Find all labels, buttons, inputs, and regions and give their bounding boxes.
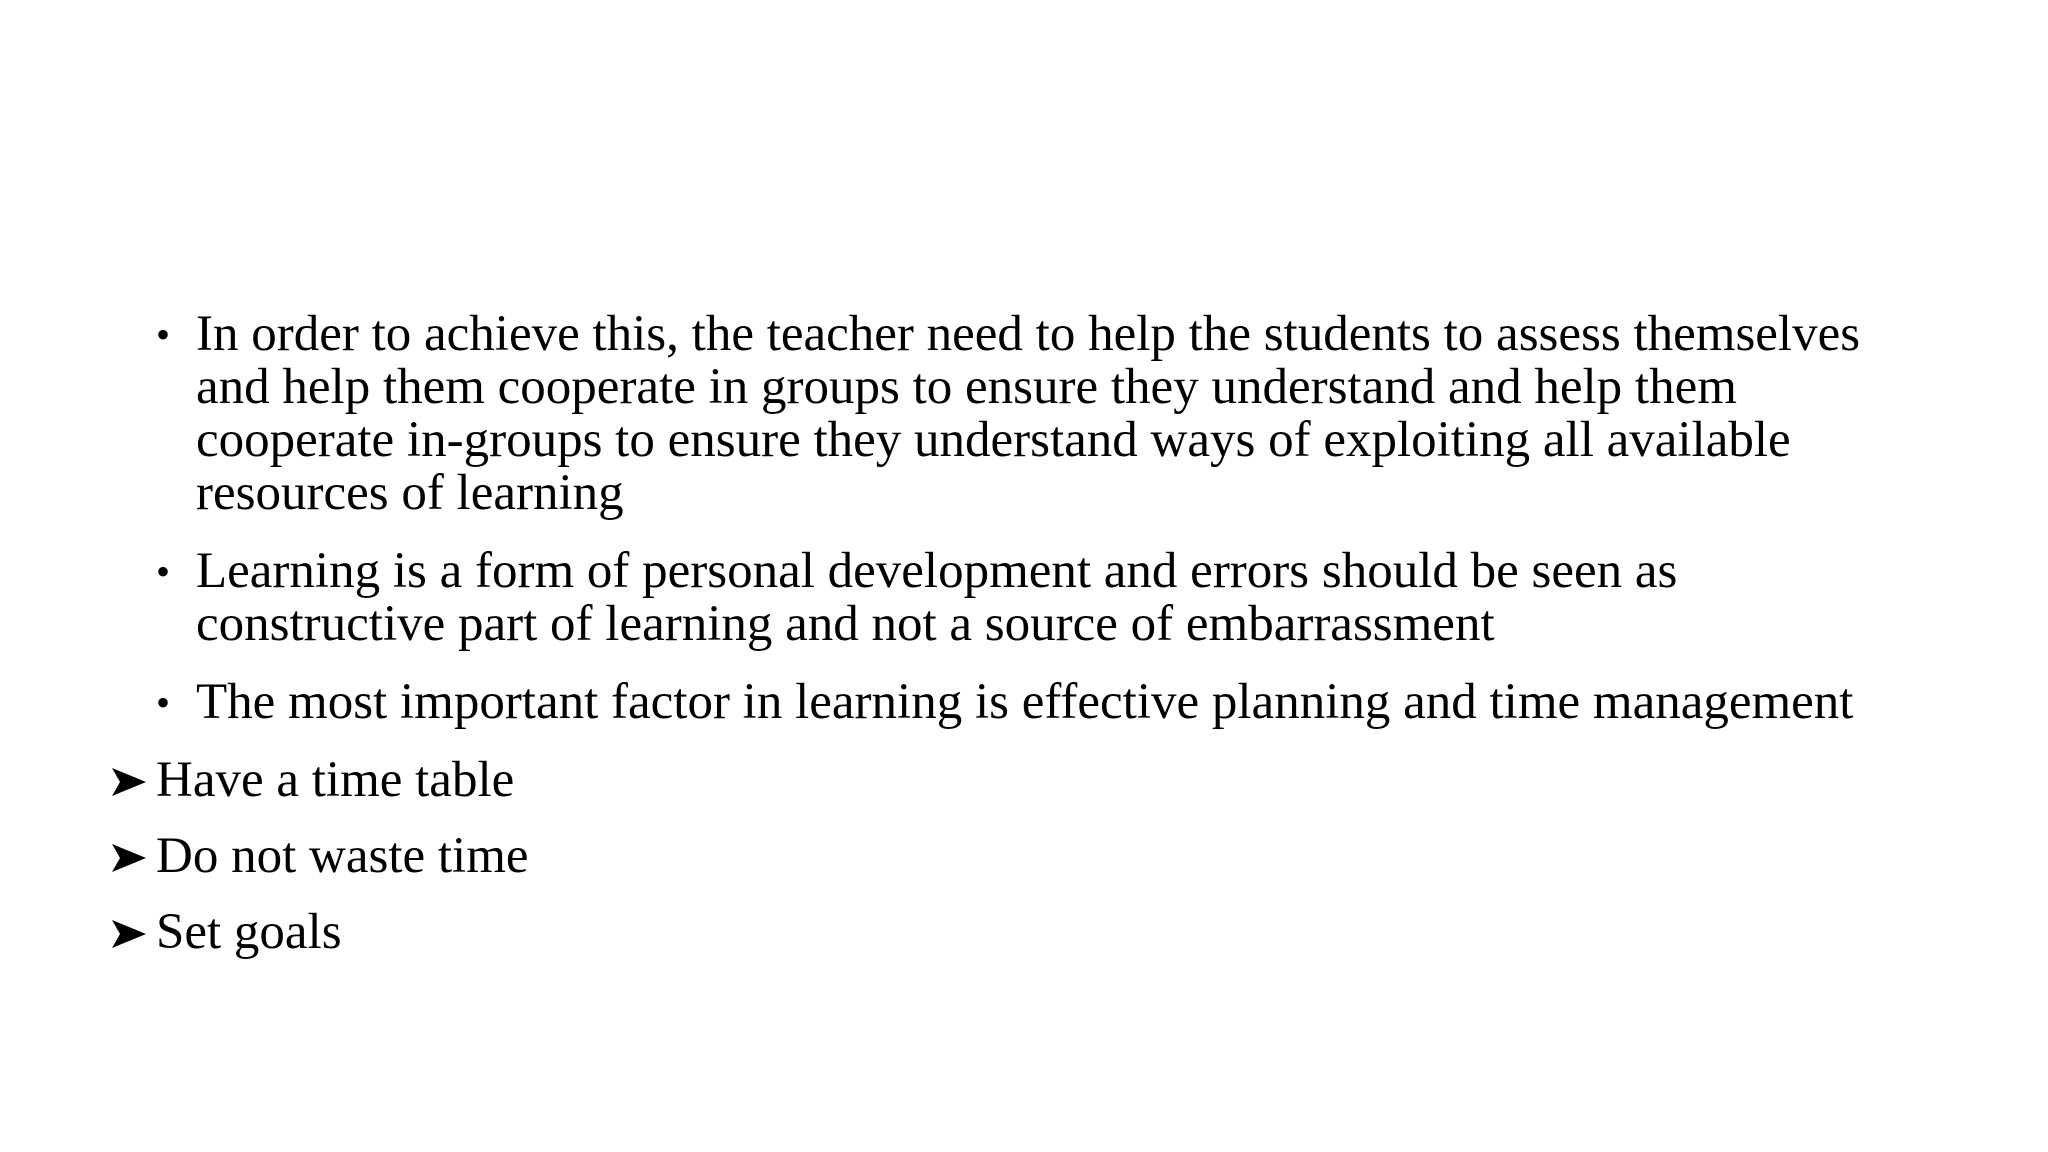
bullet-item <box>150 545 1900 651</box>
arrow-bullet-icon <box>110 767 148 797</box>
slide-body <box>150 308 1900 982</box>
bullet-item <box>150 308 1900 520</box>
bullet-text: In order to achieve this, the teacher need to help the students to assess themselves and help them cooperate in groups to ensure they understand and help them cooperate in-groups to ensure they understand ways of exploiting all available resources of learning <box>196 306 1861 521</box>
arrow-bullet-icon <box>110 919 148 949</box>
arrow-list-item <box>104 754 1900 807</box>
bullet-dot-icon: • <box>156 312 171 357</box>
arrow-list-item <box>104 830 1900 883</box>
bullet-item <box>150 676 1900 729</box>
bullet-text: Learning is a form of personal development and errors should be seen as constructive part of learning and not a source of embarrassment <box>196 543 1678 652</box>
arrow-bullet-icon <box>110 843 148 873</box>
arrow-list-item <box>104 906 1900 959</box>
bullet-dot-icon: • <box>156 549 171 594</box>
bullet-text: The most important factor in learning is effective planning and time management <box>196 674 1854 730</box>
arrow-item-text: Do not waste time <box>156 828 529 884</box>
arrow-item-text: Set goals <box>156 904 342 960</box>
bullet-dot-icon: • <box>156 680 171 725</box>
arrow-item-text: Have a time table <box>156 752 515 808</box>
